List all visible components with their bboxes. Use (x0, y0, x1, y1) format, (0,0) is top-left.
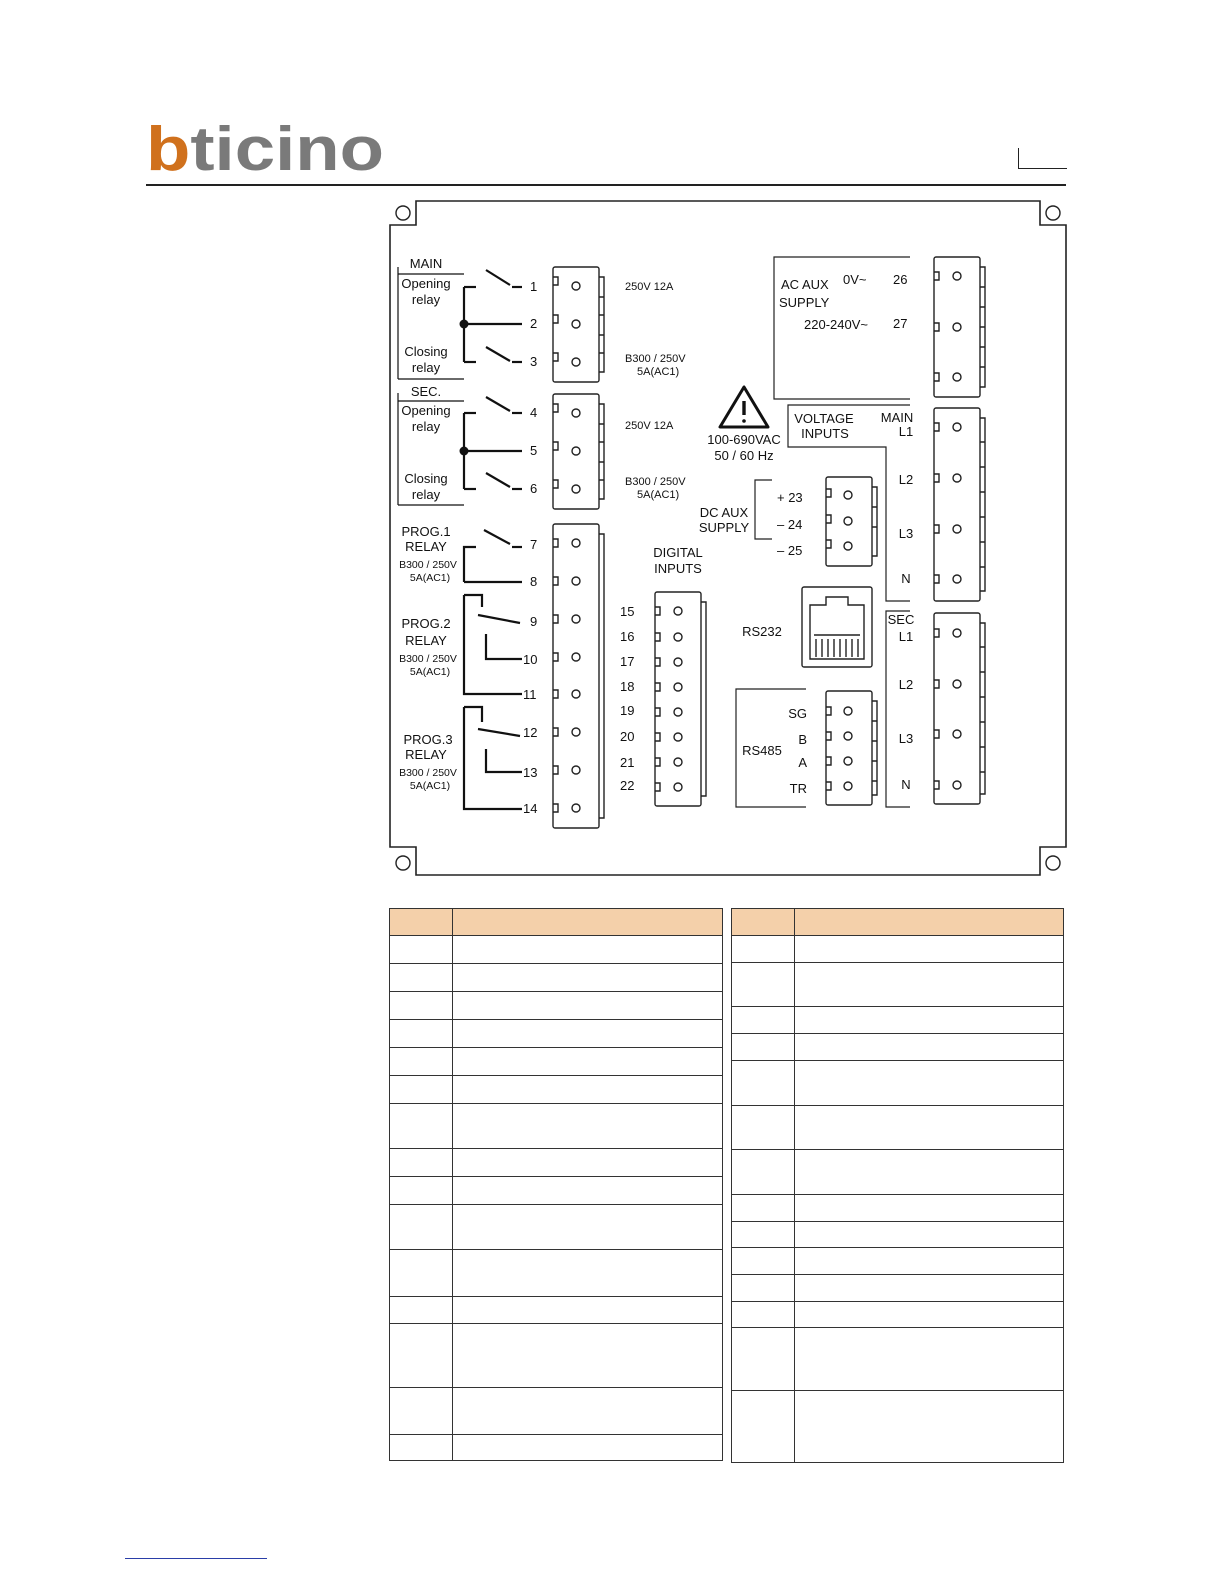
digital-inputs-title: DIGITAL (653, 545, 703, 560)
voltage-main-l1: L1 (898, 424, 914, 439)
table-row (732, 1222, 1064, 1248)
terminal-24: – 24 (777, 517, 803, 532)
sec-title: SEC. (410, 384, 442, 399)
prog1-rating-2: 5A(AC1) (409, 572, 451, 584)
mount-hole-br (1046, 856, 1060, 870)
table-row (390, 936, 723, 964)
voltage-main-l3: L3 (898, 526, 914, 541)
table-row (390, 1020, 723, 1048)
table-row (732, 1195, 1064, 1222)
table-right-header-1 (732, 909, 795, 936)
table-row (732, 963, 1064, 1007)
prog1-title-2: RELAY (405, 539, 447, 554)
table-row (390, 1104, 723, 1149)
connector-block-23-25 (826, 477, 877, 566)
terminal-17: 17 (620, 654, 635, 669)
table-left-header-2 (453, 909, 723, 936)
table-row (732, 1150, 1064, 1195)
voltage-sec-n: N (901, 777, 911, 792)
table-row (732, 1248, 1064, 1275)
terminal-9: 9 (530, 614, 538, 629)
table-row (390, 964, 723, 992)
terminal-1: 1 (530, 279, 538, 294)
terminal-11: 11 (523, 687, 537, 702)
connector-block-voltage-main (934, 408, 985, 601)
logo-b: b (146, 118, 184, 174)
voltage-sec-l2: L2 (898, 677, 914, 692)
voltage-inputs-title-2: INPUTS (801, 426, 849, 441)
connector-block-rs485 (826, 691, 877, 805)
table-row (390, 1149, 723, 1177)
table-row (732, 1106, 1064, 1150)
table-row (732, 936, 1064, 963)
main-opening-label: Opening (401, 276, 451, 291)
voltage-inputs-title: VOLTAGE (794, 411, 854, 426)
prog3-title: PROG.3 (403, 732, 453, 747)
table-row (390, 1297, 723, 1324)
prog2-rating-2: 5A(AC1) (409, 666, 451, 678)
ac-aux-title-2: SUPPLY (779, 295, 830, 310)
table-row (732, 1391, 1064, 1463)
terminal-table-right (731, 908, 1064, 1463)
terminal-25: – 25 (777, 543, 803, 558)
voltage-main-label: MAIN (880, 410, 914, 425)
connector-block-4-6 (553, 394, 604, 509)
rating-sec-12a: 250V 12A (625, 420, 674, 432)
table-left-header-1 (390, 909, 453, 936)
warning-voltage: 100-690VAC (707, 432, 781, 447)
ac-aux-voltage-range: 220-240V~ (804, 317, 868, 332)
table-row (732, 1034, 1064, 1061)
terminal-6: 6 (530, 481, 538, 496)
terminal-8: 8 (530, 574, 538, 589)
terminal-7: 7 (530, 537, 538, 552)
terminal-table-left (389, 908, 723, 1461)
table-row (732, 1302, 1064, 1328)
terminal-13: 13 (523, 765, 538, 780)
rs485-a: A (798, 755, 807, 770)
warning-frequency: 50 / 60 Hz (714, 448, 774, 463)
terminal-2: 2 (530, 316, 538, 331)
table-row (732, 1061, 1064, 1106)
rating-main-b300-1: B300 / 250V (625, 353, 686, 365)
connector-block-26-27 (934, 257, 985, 397)
table-row (390, 1076, 723, 1104)
footer-link-underline (125, 1558, 267, 1559)
table-row (390, 1048, 723, 1076)
terminal-27: 27 (893, 316, 908, 331)
ac-aux-title: AC AUX (781, 277, 829, 292)
prog1-rating-1: B300 / 250V (399, 559, 457, 571)
connector-block-7-14 (553, 524, 604, 828)
table-row (732, 1275, 1064, 1302)
rs232-port (802, 587, 872, 667)
page-corner-mark (1018, 148, 1067, 169)
mount-hole-tl (396, 206, 410, 220)
table-row (390, 1435, 723, 1461)
terminal-4: 4 (530, 405, 538, 420)
warning-icon (720, 387, 768, 427)
voltage-sec-l1: L1 (898, 629, 914, 644)
terminal-15: 15 (620, 604, 635, 619)
terminal-14: 14 (523, 801, 538, 816)
table-row (732, 1007, 1064, 1034)
prog2-title-2: RELAY (405, 633, 447, 648)
voltage-main-n: N (901, 571, 911, 586)
prog3-title-2: RELAY (405, 747, 447, 762)
rs485-label: RS485 (742, 743, 782, 758)
prog2-rating-1: B300 / 250V (399, 653, 457, 665)
terminal-3: 3 (530, 354, 538, 369)
table-row (390, 1250, 723, 1297)
prog1-title: PROG.1 (401, 524, 451, 539)
device-plate (390, 201, 1066, 875)
table-row (390, 992, 723, 1020)
voltage-sec-l3: L3 (898, 731, 914, 746)
prog3-rating-2: 5A(AC1) (409, 780, 451, 792)
table-row (390, 1177, 723, 1205)
sec-closing-label-2: relay (411, 487, 441, 502)
dc-aux-title: DC AUX (699, 505, 749, 520)
prog-relays-wiring (464, 530, 522, 809)
terminal-22: 22 (620, 778, 635, 793)
main-opening-label-2: relay (411, 292, 441, 307)
ac-aux-0v: 0V~ (843, 272, 867, 287)
prog3-rating-1: B300 / 250V (399, 767, 457, 779)
main-title: MAIN (409, 256, 443, 271)
rs485-b: B (798, 732, 807, 747)
sec-opening-label: Opening (401, 403, 451, 418)
rs485-sg: SG (788, 706, 807, 721)
voltage-main-l2: L2 (898, 472, 914, 487)
terminal-wiring-diagram (388, 197, 1068, 879)
rating-main-b300-2: 5A(AC1) (637, 366, 680, 378)
table-right-header-2 (795, 909, 1064, 936)
terminal-26: 26 (893, 272, 908, 287)
digital-inputs-title-2: INPUTS (654, 561, 702, 576)
terminal-21: 21 (620, 755, 635, 770)
terminal-20: 20 (620, 729, 635, 744)
dc-aux-bracket (755, 480, 772, 539)
table-row (390, 1205, 723, 1250)
table-row (390, 1388, 723, 1435)
main-closing-label-2: relay (411, 360, 441, 375)
rating-sec-b300-1: B300 / 250V (625, 476, 686, 488)
rating-main-12a: 250V 12A (625, 281, 674, 293)
table-row (390, 1324, 723, 1388)
header-rule (146, 184, 1066, 186)
connector-block-1-3 (553, 267, 604, 382)
terminal-18: 18 (620, 679, 635, 694)
voltage-sec-label: SEC (887, 612, 915, 627)
terminal-10: 10 (523, 652, 538, 667)
mount-hole-bl (396, 856, 410, 870)
dc-aux-title-2: SUPPLY (698, 520, 750, 535)
terminal-23: + 23 (777, 490, 803, 505)
logo-rest: ticino (190, 118, 356, 174)
bticino-logo (146, 118, 386, 174)
rs232-label: RS232 (742, 624, 782, 639)
rs485-tr: TR (789, 781, 807, 796)
rating-sec-b300-2: 5A(AC1) (637, 489, 680, 501)
terminal-16: 16 (620, 629, 635, 644)
prog2-title: PROG.2 (401, 616, 451, 631)
table-row (732, 1328, 1064, 1391)
mount-hole-tr (1046, 206, 1060, 220)
terminal-12: 12 (523, 725, 538, 740)
connector-block-voltage-sec (934, 613, 985, 804)
terminal-19: 19 (620, 703, 635, 718)
terminal-5: 5 (530, 443, 538, 458)
sec-closing-label: Closing (404, 471, 448, 486)
sec-opening-label-2: relay (411, 419, 441, 434)
main-closing-label: Closing (404, 344, 448, 359)
connector-block-15-22 (655, 592, 706, 806)
